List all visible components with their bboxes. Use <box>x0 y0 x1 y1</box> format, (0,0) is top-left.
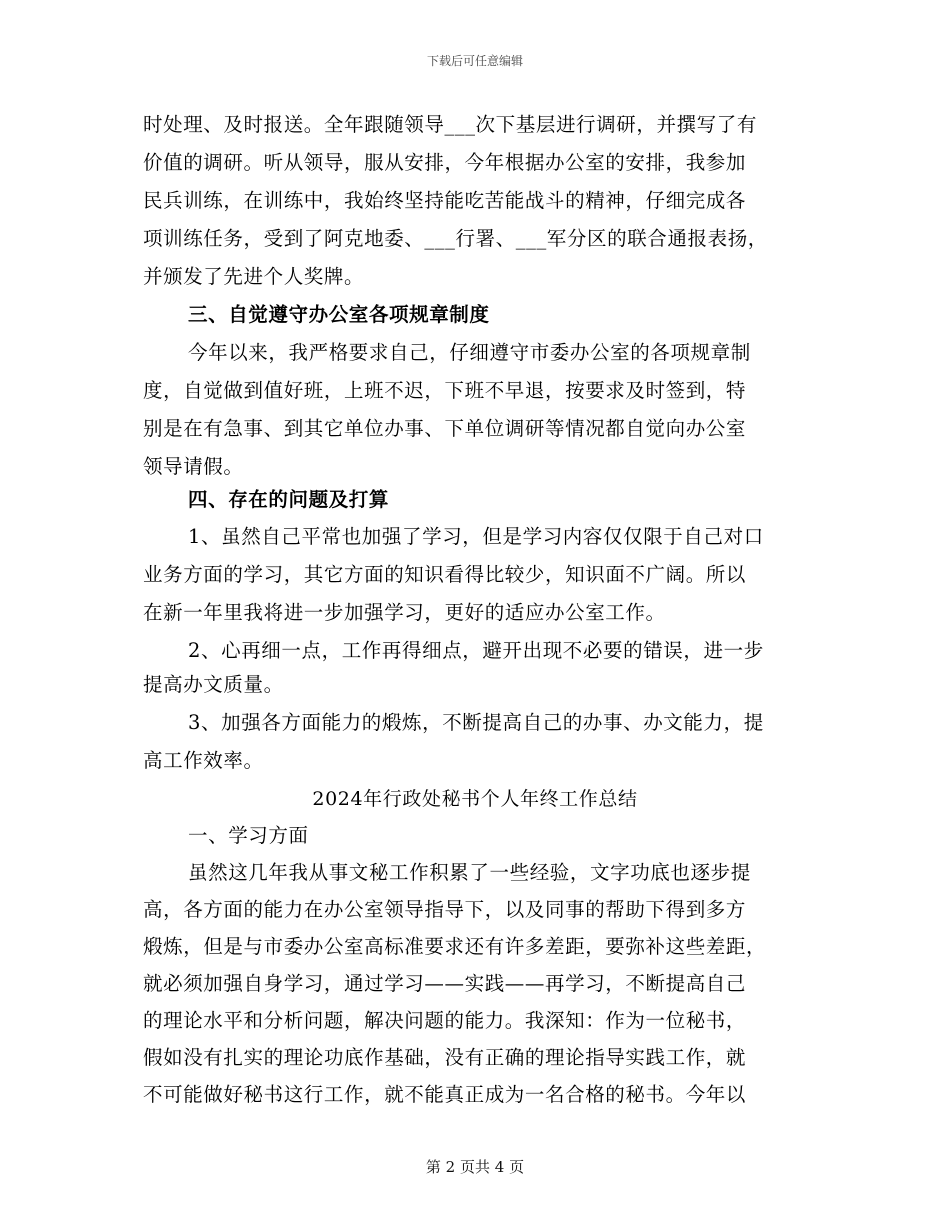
section-heading: 四、存在的问题及打算 <box>188 488 390 511</box>
text-line: 并颁发了先进个人奖牌。 <box>143 265 365 288</box>
text-line: 假如没有扎实的理论功底作基础，没有正确的理论指导实践工作，就 <box>143 1046 747 1069</box>
text-line: 高，各方面的能力在办公室领导指导下，以及同事的帮助下得到多方 <box>143 898 747 921</box>
text-line: 1、虽然自己平常也加强了学习，但是学习内容仅仅限于自己对口 <box>188 525 764 548</box>
page-header: 下载后可任意编辑 <box>426 54 523 68</box>
text-line: 业务方面的学习，其它方面的知识看得比较少，知识面不广阔。所以 <box>143 563 747 586</box>
text-line: 煅炼，但是与市委办公室高标准要求还有许多差距，要弥补这些差距， <box>143 935 767 958</box>
text-line: 不可能做好秘书这行工作，就不能真正成为一名合格的秘书。今年以 <box>143 1083 747 1106</box>
subheading: 一、学习方面 <box>188 824 309 847</box>
text-line: 领导请假。 <box>143 455 244 478</box>
text-line: 虽然这几年我从事文秘工作积累了一些经验，文字功底也逐步提 <box>188 861 751 884</box>
text-line: 高工作效率。 <box>143 749 264 772</box>
text-line: 时处理、及时报送。全年跟随领导___次下基层进行调研，并撰写了有 <box>143 113 757 136</box>
text-line: 在新一年里我将进一步加强学习，更好的适应办公室工作。 <box>143 601 666 624</box>
section-heading: 三、自觉遵守办公室各项规章制度 <box>188 303 490 326</box>
text-line: 别是在有急事、到其它单位办事、下单位调研等情况都自觉向办公室 <box>143 417 747 440</box>
page-footer: 第 2 页共 4 页 <box>425 1158 525 1176</box>
text-line: 价值的调研。听从领导，服从安排，今年根据办公室的安排，我参加 <box>143 151 747 174</box>
text-line: 2、心再细一点，工作再得细点，避开出现不必要的错误，进一步 <box>188 639 764 662</box>
text-line: 3、加强各方面能力的煅炼，不断提高自己的办事、办文能力，提 <box>188 711 764 734</box>
text-line: 项训练任务，受到了阿克地委、___行署、___军分区的联合通报表扬， <box>143 227 768 250</box>
text-line: 的理论水平和分析问题，解决问题的能力。我深知：作为一位秘书， <box>143 1009 747 1032</box>
text-line: 民兵训练，在训练中，我始终坚持能吃苦能战斗的精神，仔细完成各 <box>143 189 747 212</box>
text-line: 度，自觉做到值好班，上班不迟，下班不早退，按要求及时签到，特 <box>143 379 747 402</box>
document-title: 2024年行政处秘书个人年终工作总结 <box>312 788 638 810</box>
text-line: 就必须加强自身学习，通过学习——实践——再学习，不断提高自己 <box>143 972 747 995</box>
text-line: 提高办文质量。 <box>143 673 284 696</box>
text-line: 今年以来，我严格要求自己，仔细遵守市委办公室的各项规章制 <box>188 341 751 364</box>
